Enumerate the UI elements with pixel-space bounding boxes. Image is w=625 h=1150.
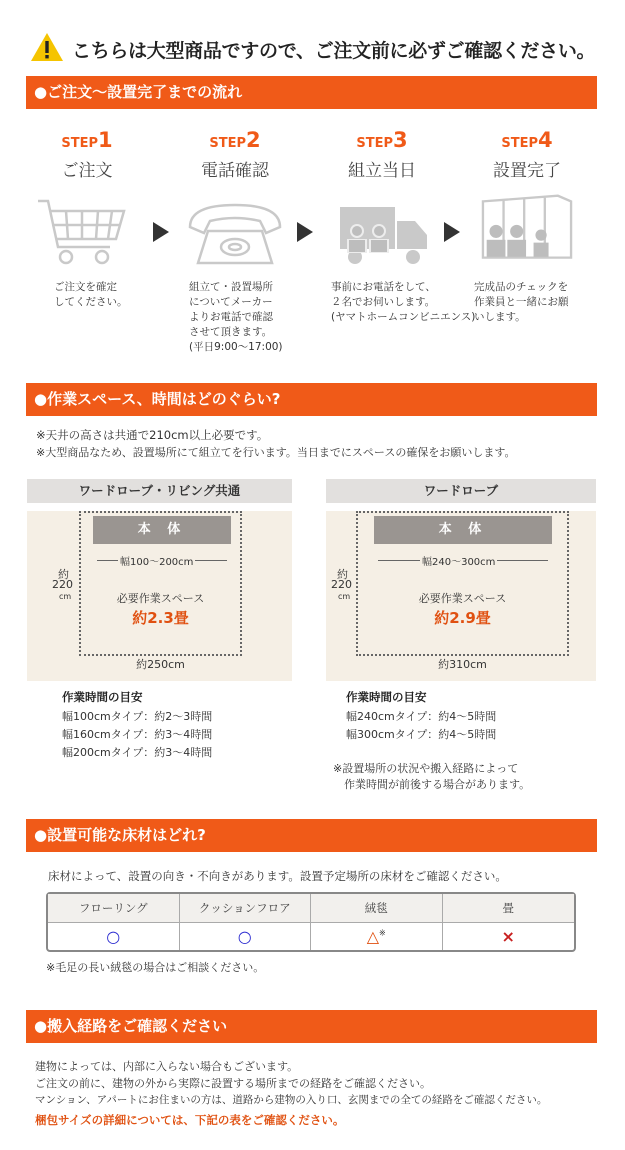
step-arrow-icon (297, 222, 313, 242)
maybe-mark-icon: △ (366, 927, 380, 946)
panel-1-header: ワードローブ・リビング共通 (27, 479, 292, 503)
panel-2-height-unit: cm (338, 592, 351, 601)
floor-footnote: ※毛足の長い絨毯の場合はご相談ください。 (46, 961, 265, 974)
step-1 (27, 128, 147, 181)
carpet-footnote-marker: ※ (379, 928, 386, 938)
route-line-1: 建物によっては、内部に入らない場合もございます。 (35, 1060, 299, 1073)
panel-1-height-label-2: 220 (52, 578, 73, 591)
warning-text: こちらは大型商品ですので、ご注文前に必ずご確認ください。 (72, 40, 596, 62)
panel-2-height-label-2: 220 (331, 578, 352, 591)
floor-column-cushion-floor: クッションフロア (180, 894, 312, 923)
installed-wardrobe-icon (472, 192, 582, 267)
floor-mark-flooring (48, 923, 180, 950)
panel-2-height-label-1: 約 (337, 568, 348, 581)
panel-1-depth-label: 約250cm (136, 658, 185, 671)
route-section-title: ●搬入経路をご確認ください (26, 1010, 597, 1043)
step-4-title: 設置完了 (493, 161, 561, 181)
step-2-title: 電話確認 (201, 161, 269, 181)
floor-column-carpet: 絨毯 (311, 894, 443, 923)
shopping-cart-icon (30, 197, 140, 272)
panel-1-area: 約2.3畳 (132, 609, 189, 627)
step-2 (175, 128, 295, 181)
panel-1-height-unit: cm (59, 592, 72, 601)
panel-1-height-label-1: 約 (58, 568, 69, 581)
ok-mark-icon: ○ (106, 927, 121, 946)
panel-1-time-row-1: 幅100cmタイプ：約2～3時間 (62, 710, 213, 723)
step-4 (467, 128, 587, 181)
step-4-description: 完成品のチェックを 作業員と一緒にお願 いします。 (474, 281, 569, 323)
step-3-label: STEP3 (356, 128, 408, 152)
delivery-truck-icon (325, 197, 435, 272)
floor-column-flooring: フローリング (48, 894, 180, 923)
space-section-title: ●作業スペース、時間はどのぐらい? (26, 383, 597, 416)
panel-1-time-row-2: 幅160cmタイプ：約3～4時間 (62, 728, 213, 741)
floor-mark-cushion-floor (180, 923, 312, 950)
floor-mark-tatami (443, 923, 575, 950)
space-note-2: ※大型商品なため、設置場所にて組立てを行います。当日までにスペースの確保をお願いします。 (36, 446, 516, 459)
panel-1-required-space: 必要作業スペース (116, 592, 205, 605)
route-line-3: マンション、アパートにお住まいの方は、道路から建物の入り口、玄関までの全ての経路をご確認ください。 (35, 1094, 548, 1106)
warning-icon (30, 32, 64, 62)
step-arrow-icon (153, 222, 169, 242)
panel-2-body-bar: 本 体 (374, 516, 552, 544)
panel-1-time-title: 作業時間の目安 (62, 690, 143, 704)
floor-section-title: ●設置可能な床材はどれ? (26, 819, 597, 852)
panel-1-time-row-3: 幅200cmタイプ：約3～4時間 (62, 746, 213, 759)
floor-intro: 床材によって、設置の向き・不向きがあります。設置予定場所の床材をご確認ください。 (48, 869, 507, 883)
floor-column-tatami: 畳 (443, 894, 575, 923)
space-note-1: ※天井の高さは共通で210cm以上必要です。 (36, 428, 269, 442)
ok-mark-icon: ○ (237, 927, 252, 946)
route-line-2: ご注文の前に、建物の外から実際に設置する場所までの経路をご確認ください。 (35, 1077, 431, 1090)
floor-mark-carpet (311, 923, 443, 950)
route-emphasis: 梱包サイズの詳細については、下記の表をご確認ください。 (35, 1113, 345, 1127)
flow-section-title: ●ご注文～設置完了までの流れ (26, 76, 597, 109)
step-2-description: 組立て・設置場所 についてメーカー よりお電話で確認 させて頂きます。 (平日9:00～17:00) (189, 281, 283, 353)
ng-mark-icon: × (501, 927, 515, 946)
step-3-description: 事前にお電話をして、 ２名でお伺いします。 (ヤマトホームコンビニエンス) (331, 281, 476, 323)
floor-table (46, 892, 576, 952)
step-arrow-icon (444, 222, 460, 242)
panel-2-time-row-1: 幅240cmタイプ：約4～5時間 (346, 710, 497, 723)
panel-2-time-title: 作業時間の目安 (346, 690, 427, 704)
panel-2-width-label: 幅240～300cm (420, 553, 497, 568)
panel-2-header: ワードローブ (326, 479, 596, 503)
step-1-description: ご注文を確定 してください。 (54, 281, 128, 308)
panel-2-area: 約2.9畳 (434, 609, 491, 627)
panel-2-depth-label: 約310cm (438, 658, 487, 671)
step-2-label: STEP2 (209, 128, 261, 152)
step-3-title: 組立当日 (348, 161, 416, 181)
panel-2-note: ※設置場所の状況や搬入経路によって 作業時間が前後する場合があります。 (333, 762, 531, 791)
panel-2-time-row-2: 幅300cmタイプ：約4～5時間 (346, 728, 497, 741)
step-1-label: STEP1 (61, 128, 113, 152)
panel-2-required-space: 必要作業スペース (418, 592, 507, 605)
step-4-label: STEP4 (501, 128, 553, 152)
telephone-icon (180, 197, 290, 272)
step-3 (322, 128, 442, 181)
step-1-title: ご注文 (61, 161, 113, 181)
panel-1-width-label: 幅100～200cm (118, 553, 195, 568)
panel-1-body-bar: 本 体 (93, 516, 231, 544)
